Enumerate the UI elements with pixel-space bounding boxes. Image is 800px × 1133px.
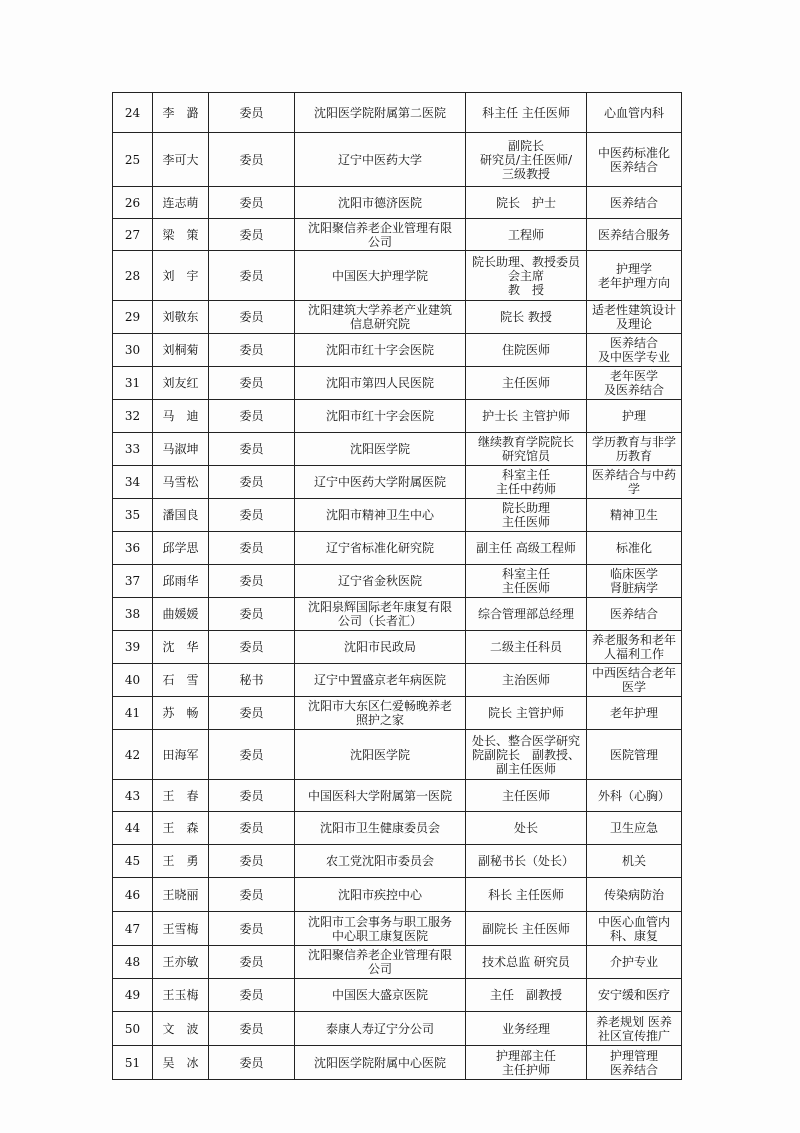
member-field-cell: 中医药标准化 医养结合 — [587, 133, 682, 187]
member-name-cell: 刘桐菊 — [153, 334, 209, 367]
member-title-cell: 副院长 研究员/主任医师/ 三级教授 — [466, 133, 587, 187]
member-name-cell: 苏 畅 — [153, 697, 209, 730]
member-title-cell: 主任 副教授 — [466, 979, 587, 1012]
row-number-cell: 42 — [113, 730, 153, 780]
member-name-cell: 王雪梅 — [153, 912, 209, 946]
member-unit-cell: 辽宁省金秋医院 — [295, 565, 466, 598]
member-name-cell: 马 迪 — [153, 400, 209, 433]
member-title-cell: 住院医师 — [466, 334, 587, 367]
member-title-cell: 主任医师 — [466, 780, 587, 812]
member-field-cell: 医养结合 — [587, 598, 682, 631]
member-role-cell: 委员 — [209, 367, 295, 400]
member-title-cell: 科室主任 主任中药师 — [466, 466, 587, 499]
member-unit-cell: 沈阳医学院 — [295, 433, 466, 466]
table-row — [113, 499, 682, 532]
table-row — [113, 730, 682, 780]
table-row — [113, 1046, 682, 1080]
member-field-cell: 中西医结合老年 医学 — [587, 664, 682, 697]
table-row — [113, 466, 682, 499]
member-name-cell: 连志萌 — [153, 187, 209, 219]
member-role-cell: 委员 — [209, 532, 295, 565]
member-field-cell: 护理学 老年护理方向 — [587, 251, 682, 301]
member-title-cell: 院长 教授 — [466, 301, 587, 334]
member-role-cell: 委员 — [209, 780, 295, 812]
member-field-cell: 中医心血管内 科、康复 — [587, 912, 682, 946]
table-row — [113, 1012, 682, 1046]
member-role-cell: 委员 — [209, 499, 295, 532]
member-role-cell: 委员 — [209, 946, 295, 979]
row-number-cell: 50 — [113, 1012, 153, 1046]
member-unit-cell: 沈阳市德济医院 — [295, 187, 466, 219]
member-title-cell: 副秘书长（处长） — [466, 845, 587, 878]
member-title-cell: 主治医师 — [466, 664, 587, 697]
member-title-cell: 护士长 主管护师 — [466, 400, 587, 433]
row-number-cell: 45 — [113, 845, 153, 878]
member-name-cell: 田海军 — [153, 730, 209, 780]
member-unit-cell: 沈阳医学院 — [295, 730, 466, 780]
member-field-cell: 卫生应急 — [587, 812, 682, 845]
member-title-cell: 主任医师 — [466, 367, 587, 400]
member-unit-cell: 沈阳市精神卫生中心 — [295, 499, 466, 532]
member-role-cell: 委员 — [209, 730, 295, 780]
table-row — [113, 946, 682, 979]
row-number-cell: 40 — [113, 664, 153, 697]
member-title-cell: 综合管理部总经理 — [466, 598, 587, 631]
member-unit-cell: 沈阳市第四人民医院 — [295, 367, 466, 400]
table-row — [113, 532, 682, 565]
member-title-cell: 处长 — [466, 812, 587, 845]
member-title-cell: 院长 护士 — [466, 187, 587, 219]
member-title-cell: 院长助理、教授委员 会主席 教 授 — [466, 251, 587, 301]
table-row — [113, 334, 682, 367]
member-title-cell: 工程师 — [466, 219, 587, 251]
member-name-cell: 刘友红 — [153, 367, 209, 400]
member-field-cell: 护理管理 医养结合 — [587, 1046, 682, 1080]
member-name-cell: 石 雪 — [153, 664, 209, 697]
member-name-cell: 文 波 — [153, 1012, 209, 1046]
member-name-cell: 沈 华 — [153, 631, 209, 664]
member-name-cell: 梁 策 — [153, 219, 209, 251]
member-field-cell: 临床医学 肾脏病学 — [587, 565, 682, 598]
member-title-cell: 院长 主管护师 — [466, 697, 587, 730]
member-field-cell: 老年医学 及医养结合 — [587, 367, 682, 400]
row-number-cell: 30 — [113, 334, 153, 367]
member-name-cell: 邱学思 — [153, 532, 209, 565]
member-unit-cell: 沈阳聚信养老企业管理有限 公司 — [295, 946, 466, 979]
row-number-cell: 44 — [113, 812, 153, 845]
member-name-cell: 刘敬东 — [153, 301, 209, 334]
table-row — [113, 697, 682, 730]
member-field-cell: 精神卫生 — [587, 499, 682, 532]
row-number-cell: 34 — [113, 466, 153, 499]
member-table — [112, 92, 682, 1080]
table-row — [113, 565, 682, 598]
member-field-cell: 老年护理 — [587, 697, 682, 730]
member-role-cell: 委员 — [209, 219, 295, 251]
row-number-cell: 49 — [113, 979, 153, 1012]
member-role-cell: 委员 — [209, 631, 295, 664]
row-number-cell: 48 — [113, 946, 153, 979]
member-title-cell: 护理部主任 主任护师 — [466, 1046, 587, 1080]
member-title-cell: 处长、整合医学研究 院副院长 副教授、 副主任医师 — [466, 730, 587, 780]
member-role-cell: 委员 — [209, 334, 295, 367]
member-role-cell: 秘书 — [209, 664, 295, 697]
member-unit-cell: 中国医大护理学院 — [295, 251, 466, 301]
member-title-cell: 科长 主任医师 — [466, 878, 587, 912]
row-number-cell: 41 — [113, 697, 153, 730]
member-name-cell: 王亦敏 — [153, 946, 209, 979]
member-field-cell: 安宁缓和医疗 — [587, 979, 682, 1012]
member-role-cell: 委员 — [209, 433, 295, 466]
member-name-cell: 李 潞 — [153, 93, 209, 133]
table-row — [113, 664, 682, 697]
member-unit-cell: 沈阳市民政局 — [295, 631, 466, 664]
table-row — [113, 367, 682, 400]
member-name-cell: 王 春 — [153, 780, 209, 812]
member-role-cell: 委员 — [209, 697, 295, 730]
member-name-cell: 王晓丽 — [153, 878, 209, 912]
row-number-cell: 36 — [113, 532, 153, 565]
member-role-cell: 委员 — [209, 812, 295, 845]
table-row — [113, 912, 682, 946]
member-unit-cell: 沈阳市卫生健康委员会 — [295, 812, 466, 845]
member-field-cell: 传染病防治 — [587, 878, 682, 912]
table-row — [113, 251, 682, 301]
table-row — [113, 93, 682, 133]
table-row — [113, 433, 682, 466]
member-unit-cell: 沈阳市红十字会医院 — [295, 400, 466, 433]
member-role-cell: 委员 — [209, 251, 295, 301]
member-name-cell: 王 勇 — [153, 845, 209, 878]
member-title-cell: 技术总监 研究员 — [466, 946, 587, 979]
row-number-cell: 32 — [113, 400, 153, 433]
row-number-cell: 46 — [113, 878, 153, 912]
member-unit-cell: 沈阳建筑大学养老产业建筑 信息研究院 — [295, 301, 466, 334]
member-title-cell: 二级主任科员 — [466, 631, 587, 664]
table-row — [113, 878, 682, 912]
member-title-cell: 科主任 主任医师 — [466, 93, 587, 133]
row-number-cell: 25 — [113, 133, 153, 187]
member-role-cell: 委员 — [209, 93, 295, 133]
member-title-cell: 院长助理 主任医师 — [466, 499, 587, 532]
member-name-cell: 曲媛媛 — [153, 598, 209, 631]
member-name-cell: 邱雨华 — [153, 565, 209, 598]
member-name-cell: 马淑坤 — [153, 433, 209, 466]
member-unit-cell: 沈阳市工会事务与职工服务 中心职工康复医院 — [295, 912, 466, 946]
member-unit-cell: 沈阳市大东区仁爱畅晚养老 照护之家 — [295, 697, 466, 730]
member-role-cell: 委员 — [209, 878, 295, 912]
row-number-cell: 31 — [113, 367, 153, 400]
row-number-cell: 33 — [113, 433, 153, 466]
table-row — [113, 812, 682, 845]
row-number-cell: 38 — [113, 598, 153, 631]
row-number-cell: 43 — [113, 780, 153, 812]
member-role-cell: 委员 — [209, 979, 295, 1012]
table-row — [113, 780, 682, 812]
member-unit-cell: 沈阳聚信养老企业管理有限 公司 — [295, 219, 466, 251]
member-title-cell: 科室主任 主任医师 — [466, 565, 587, 598]
member-name-cell: 吴 冰 — [153, 1046, 209, 1080]
member-unit-cell: 辽宁中置盛京老年病医院 — [295, 664, 466, 697]
table-row — [113, 301, 682, 334]
member-unit-cell: 辽宁省标准化研究院 — [295, 532, 466, 565]
member-role-cell: 委员 — [209, 187, 295, 219]
row-number-cell: 27 — [113, 219, 153, 251]
table-row — [113, 133, 682, 187]
member-table-body — [113, 93, 682, 1080]
member-unit-cell: 农工党沈阳市委员会 — [295, 845, 466, 878]
member-role-cell: 委员 — [209, 912, 295, 946]
member-name-cell: 马雪松 — [153, 466, 209, 499]
member-role-cell: 委员 — [209, 400, 295, 433]
member-field-cell: 医院管理 — [587, 730, 682, 780]
member-field-cell: 护理 — [587, 400, 682, 433]
member-role-cell: 委员 — [209, 565, 295, 598]
member-role-cell: 委员 — [209, 466, 295, 499]
member-field-cell: 外科（心胸） — [587, 780, 682, 812]
member-role-cell: 委员 — [209, 1046, 295, 1080]
member-field-cell: 医养结合与中药 学 — [587, 466, 682, 499]
member-field-cell: 机关 — [587, 845, 682, 878]
table-row — [113, 400, 682, 433]
table-row — [113, 845, 682, 878]
member-role-cell: 委员 — [209, 1012, 295, 1046]
member-unit-cell: 辽宁中医药大学附属医院 — [295, 466, 466, 499]
member-title-cell: 副主任 高级工程师 — [466, 532, 587, 565]
member-unit-cell: 沈阳市疾控中心 — [295, 878, 466, 912]
table-row — [113, 598, 682, 631]
member-role-cell: 委员 — [209, 301, 295, 334]
member-name-cell: 王 森 — [153, 812, 209, 845]
member-field-cell: 标准化 — [587, 532, 682, 565]
row-number-cell: 28 — [113, 251, 153, 301]
member-name-cell: 潘国良 — [153, 499, 209, 532]
member-name-cell: 刘 宇 — [153, 251, 209, 301]
member-role-cell: 委员 — [209, 598, 295, 631]
row-number-cell: 26 — [113, 187, 153, 219]
row-number-cell: 35 — [113, 499, 153, 532]
member-field-cell: 适老性建筑设计 及理论 — [587, 301, 682, 334]
table-row — [113, 187, 682, 219]
member-unit-cell: 中国医科大学附属第一医院 — [295, 780, 466, 812]
member-unit-cell: 沈阳医学院附属第二医院 — [295, 93, 466, 133]
row-number-cell: 29 — [113, 301, 153, 334]
member-title-cell: 副院长 主任医师 — [466, 912, 587, 946]
row-number-cell: 51 — [113, 1046, 153, 1080]
member-unit-cell: 中国医大盛京医院 — [295, 979, 466, 1012]
member-field-cell: 医养结合服务 — [587, 219, 682, 251]
member-field-cell: 医养结合 及中医学专业 — [587, 334, 682, 367]
member-unit-cell: 沈阳医学院附属中心医院 — [295, 1046, 466, 1080]
member-name-cell: 李可大 — [153, 133, 209, 187]
member-title-cell: 继续教育学院院长 研究馆员 — [466, 433, 587, 466]
member-unit-cell: 沈阳泉辉国际老年康复有限 公司（长者汇） — [295, 598, 466, 631]
member-name-cell: 王玉梅 — [153, 979, 209, 1012]
member-unit-cell: 泰康人寿辽宁分公司 — [295, 1012, 466, 1046]
table-row — [113, 219, 682, 251]
row-number-cell: 39 — [113, 631, 153, 664]
member-field-cell: 养老服务和老年 人福利工作 — [587, 631, 682, 664]
member-title-cell: 业务经理 — [466, 1012, 587, 1046]
row-number-cell: 47 — [113, 912, 153, 946]
member-field-cell: 学历教育与非学 历教育 — [587, 433, 682, 466]
row-number-cell: 37 — [113, 565, 153, 598]
member-field-cell: 介护专业 — [587, 946, 682, 979]
row-number-cell: 24 — [113, 93, 153, 133]
member-field-cell: 养老规划 医养 社区宣传推广 — [587, 1012, 682, 1046]
table-row — [113, 979, 682, 1012]
member-role-cell: 委员 — [209, 133, 295, 187]
table-row — [113, 631, 682, 664]
member-field-cell: 医养结合 — [587, 187, 682, 219]
member-unit-cell: 沈阳市红十字会医院 — [295, 334, 466, 367]
member-role-cell: 委员 — [209, 845, 295, 878]
member-unit-cell: 辽宁中医药大学 — [295, 133, 466, 187]
member-field-cell: 心血管内科 — [587, 93, 682, 133]
